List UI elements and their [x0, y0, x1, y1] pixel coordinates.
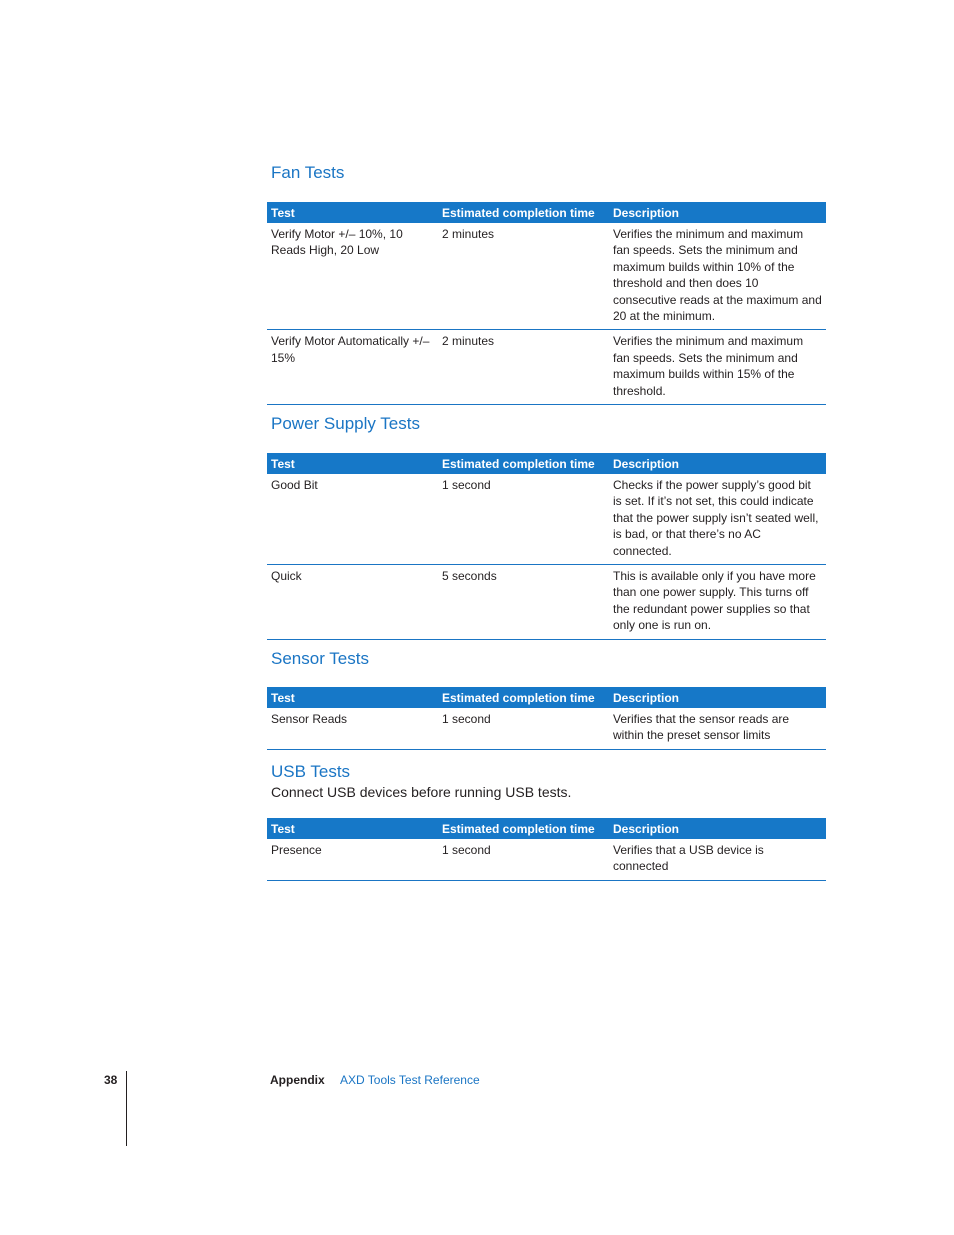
cell-test: Good Bit: [267, 474, 438, 565]
section-fan-tests: [267, 162, 826, 405]
cell-description: Verifies the minimum and maximum fan speeds. Sets the minimum and maximum builds within 10% of the threshold and then does 10 consecutive reads at the maximum and 20 at the minimum.: [609, 223, 826, 330]
cell-time: 1 second: [438, 708, 609, 749]
cell-test: Quick: [267, 565, 438, 640]
cell-test: Sensor Reads: [267, 708, 438, 749]
section-title: Fan Tests: [271, 163, 345, 182]
header-test: Test: [267, 202, 438, 223]
section-title: USB Tests: [271, 762, 351, 781]
table-row: [267, 223, 826, 330]
cell-time: 5 seconds: [438, 565, 609, 640]
footer-title-link[interactable]: AXD Tools Test Reference: [340, 1073, 480, 1087]
table-row: [267, 565, 826, 640]
cell-description: Checks if the power supply’s good bit is set. If it’s not set, this could indicate that the power supply isn’t seated well, is bad, or that there’s no AC connected.: [609, 474, 826, 565]
cell-test: Verify Motor +/– 10%, 10 Reads High, 20 Low: [267, 223, 438, 330]
table-header-row: [267, 453, 826, 474]
cell-time: 2 minutes: [438, 330, 609, 405]
section-usb-tests: [267, 761, 826, 881]
header-test: Test: [267, 453, 438, 474]
header-time: Estimated completion time: [438, 687, 609, 708]
cell-description: Verifies that a USB device is connected: [609, 839, 826, 880]
section-title: Power Supply Tests: [271, 414, 420, 433]
cell-description: Verifies that the sensor reads are within the preset sensor limits: [609, 708, 826, 749]
cell-description: Verifies the minimum and maximum fan speeds. Sets the minimum and maximum builds within 15% of the threshold.: [609, 330, 826, 405]
footer-label: Appendix: [270, 1073, 325, 1087]
cell-test: Presence: [267, 839, 438, 880]
header-description: Description: [609, 202, 826, 223]
header-time: Estimated completion time: [438, 453, 609, 474]
cell-description: This is available only if you have more than one power supply. This turns off the redundant power supplies so that only one is run on.: [609, 565, 826, 640]
section-sensor-tests: [267, 648, 826, 750]
section-power-supply-tests: [267, 413, 826, 640]
header-test: Test: [267, 687, 438, 708]
cell-time: 1 second: [438, 839, 609, 880]
header-description: Description: [609, 687, 826, 708]
page-number: 38: [104, 1073, 118, 1087]
cell-time: 1 second: [438, 474, 609, 565]
fan-tests-table: [267, 202, 826, 405]
header-test: Test: [267, 818, 438, 839]
section-title: Sensor Tests: [271, 649, 369, 668]
cell-time: 2 minutes: [438, 223, 609, 330]
header-description: Description: [609, 818, 826, 839]
usb-tests-table: [267, 818, 826, 881]
table-header-row: [267, 202, 826, 223]
header-description: Description: [609, 453, 826, 474]
power-supply-tests-table: [267, 453, 826, 640]
header-time: Estimated completion time: [438, 818, 609, 839]
sensor-tests-table: [267, 687, 826, 750]
table-row: [267, 839, 826, 880]
table-row: [267, 474, 826, 565]
table-header-row: [267, 687, 826, 708]
usb-intro-text: Connect USB devices before running USB tests.: [271, 784, 572, 800]
header-time: Estimated completion time: [438, 202, 609, 223]
table-row: [267, 330, 826, 405]
cell-test: Verify Motor Automatically +/– 15%: [267, 330, 438, 405]
table-header-row: [267, 818, 826, 839]
footer-divider: [126, 1071, 127, 1146]
table-row: [267, 708, 826, 749]
